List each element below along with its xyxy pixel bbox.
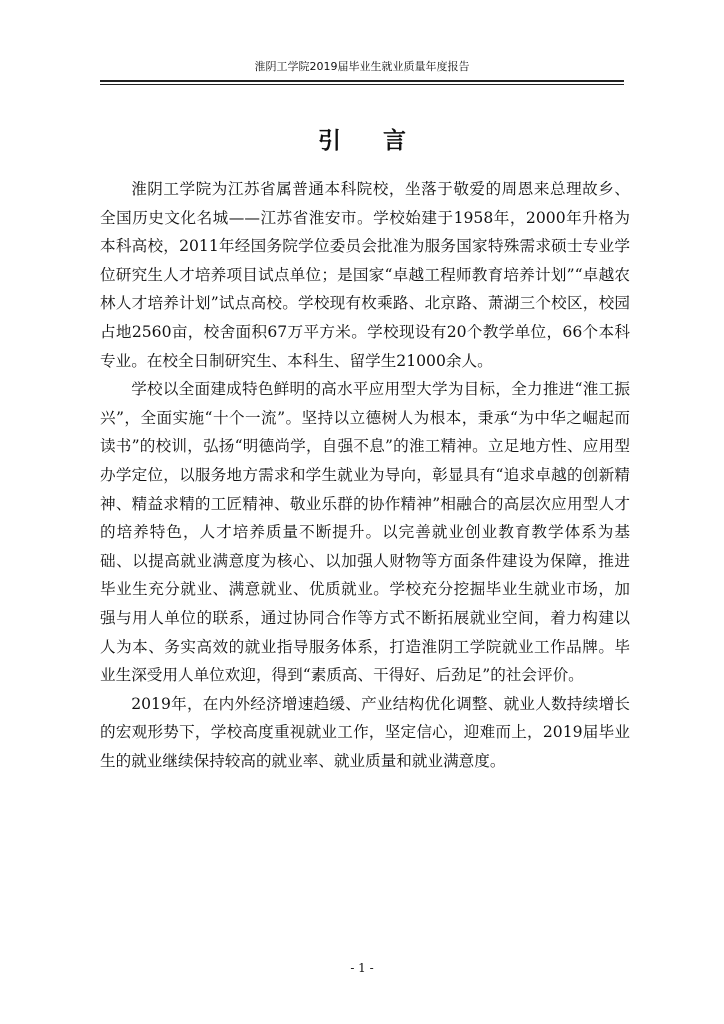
header-rule-thick — [100, 80, 624, 82]
paragraph-2019: 2019年，在内外经济增速趋缓、产业结构优化调整、就业人数持续增长的宏观形势下，学校高度重视就业工作，坚定信心，迎难而上，2019届毕业生的就业继续保持较高的就业率、就业质量和就业满意度。 — [100, 694, 630, 770]
paragraph-intro: 淮阴工学院为江苏省属普通本科院校，坐落于敬爱的周恩来总理故乡、全国历史文化名城——江苏省淮安市。学校始建于1958年，2000年升格为本科高校，2011年经国务院学位委员会批准为服务国家特殊需求硕士专业学位研究生人才培养项目试点单位；是国家“卓越工程师教育培养计划”“卓越农林人才培养计划”试点高校。学校现有枚乘路、北京路、萧湖三个校区，校园占地2560亩，校舍面积67万平方米。学校现设有20个教学单位，66个本科专业。在校全日制研究生、本科生、留学生21000余人。 — [100, 180, 630, 370]
running-header: 淮阴工学院2019届毕业生就业质量年度报告 — [254, 60, 470, 73]
header-rule-thin — [100, 84, 624, 85]
page-title: 引言 — [318, 128, 448, 154]
body-text — [100, 175, 630, 775]
page-number: - 1 - — [350, 961, 374, 975]
paragraph-mission: 学校以全面建成特色鲜明的高水平应用型大学为目标，全力推进“淮工振兴”，全面实施“十个一流”。坚持以立德树人为根本，秉承“为中华之崛起而读书”的校训，弘扬“明德尚学，自强不息”的淮工精神。立足地方性、应用型办学定位，以服务地方需求和学生就业为导向，彰显具有“追求卓越的创新精神、精益求精的工匠精神、敬业乐群的协作精神”相融合的高层次应用型人才的培养特色，人才培养质量不断提升。以完善就业创业教育教学体系为基础、以提高就业满意度为核心、以加强人财物等方面条件建设为保障，推进毕业生充分就业、满意就业、优质就业。学校充分挖掘毕业生就业市场，加强与用人单位的联系，通过协同合作等方式不断拓展就业空间，着力构建以人为本、务实高效的就业指导服务体系，打造淮阴工学院就业工作品牌。毕业生深受用人单位欢迎，得到“素质高、干得好、后劲足”的社会评价。 — [100, 380, 630, 685]
